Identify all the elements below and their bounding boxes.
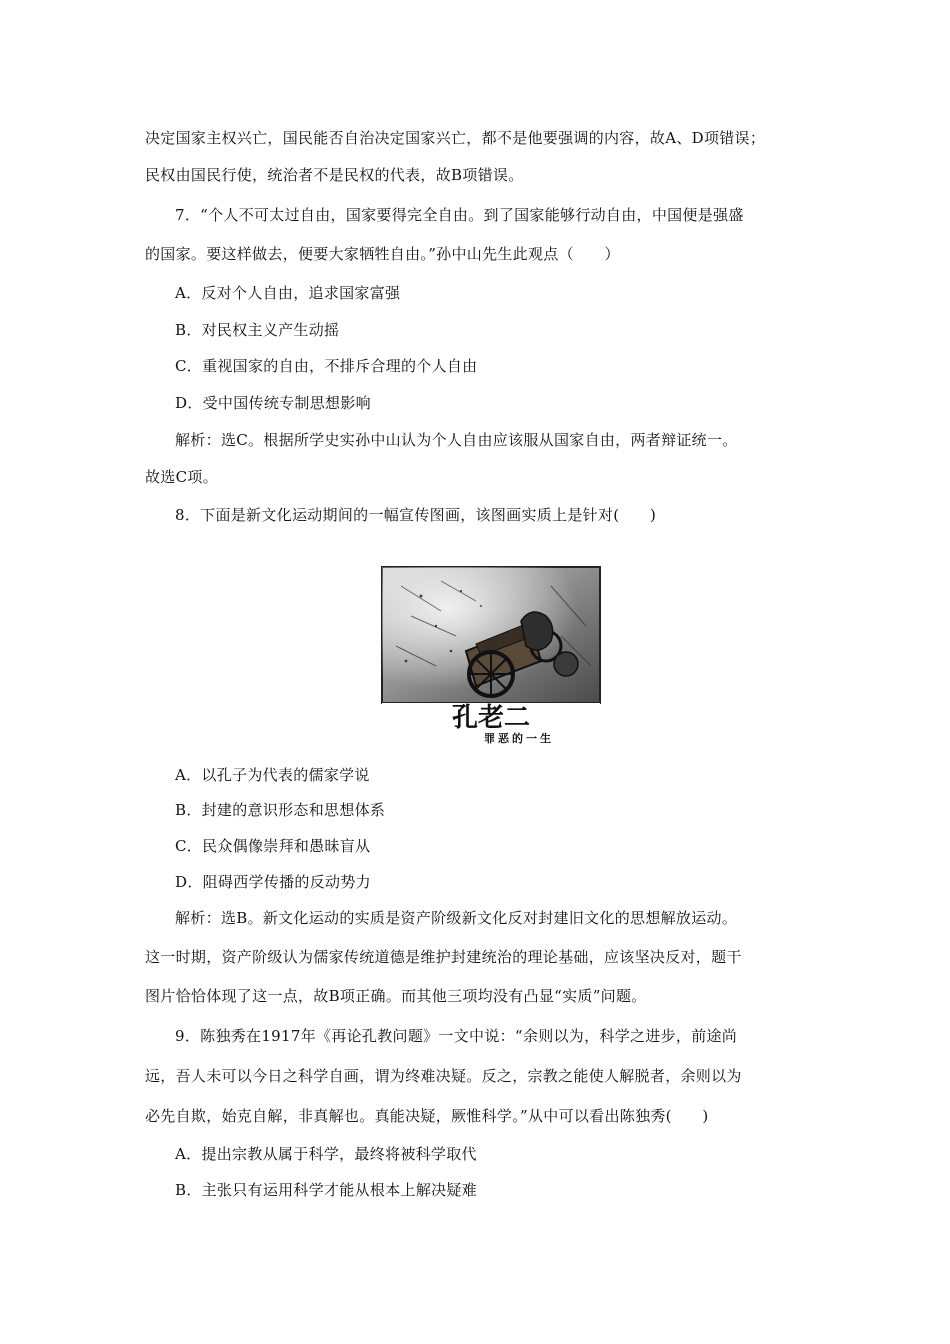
question-9-line: 9．陈独秀在1917年《再论孔教问题》一文中说：“余则以为，科学之进步，前途尚 bbox=[175, 1027, 738, 1045]
option-c: C．重视国家的自由，不排斥合理的个人自由 bbox=[175, 357, 478, 375]
option-b: B．封建的意识形态和思想体系 bbox=[175, 801, 386, 819]
option-a: A．提出宗教从属于科学，最终将被科学取代 bbox=[175, 1145, 477, 1163]
analysis-8: 图片恰恰体现了这一点，故B项正确。而其他三项均没有凸显“实质”问题。 bbox=[145, 987, 647, 1005]
option-b: B．主张只有运用科学才能从根本上解决疑难 bbox=[175, 1181, 478, 1199]
option-c: C．民众偶像崇拜和愚昧盲从 bbox=[175, 837, 371, 855]
option-a: A．反对个人自由，追求国家富强 bbox=[175, 284, 401, 302]
illustration-drawing bbox=[381, 566, 601, 746]
analysis-8: 这一时期，资产阶级认为儒家传统道德是维护封建统治的理论基础，应该坚决反对，题干 bbox=[145, 948, 742, 966]
question-8-line: 8．下面是新文化运动期间的一幅宣传图画，该图画实质上是针对( ) bbox=[175, 506, 657, 524]
question-9-line: 必先自欺，始克自解，非真解也。真能决疑，厥惟科学。”从中可以看出陈独秀( ) bbox=[145, 1107, 709, 1125]
analysis-7: 解析：选C。根据所学史实孙中山认为个人自由应该服从国家自由，两者辩证统一。 bbox=[175, 431, 738, 449]
option-b: B．对民权主义产生动摇 bbox=[175, 321, 340, 339]
text-line: 民权由国民行使，统治者不是民权的代表，故B项错误。 bbox=[145, 166, 524, 184]
question-9-line: 远，吾人未可以今日之科学自画，谓为终难决疑。反之，宗教之能使人解脱者，余则以为 bbox=[145, 1067, 742, 1085]
option-a: A．以孔子为代表的儒家学说 bbox=[175, 766, 370, 784]
propaganda-illustration bbox=[381, 566, 601, 746]
illustration-title: 孔老二 bbox=[451, 703, 531, 733]
question-7-line: 的国家。要这样做去，便要大家牺牲自由。”孙中山先生此观点（ ） bbox=[145, 245, 620, 263]
illustration-caption: 罪恶的一生 bbox=[484, 732, 554, 745]
analysis-8: 解析：选B。新文化运动的实质是资产阶级新文化反对封建旧文化的思想解放运动。 bbox=[175, 909, 738, 927]
option-d: D．受中国传统专制思想影响 bbox=[175, 394, 371, 412]
text-line: 决定国家主权兴亡，国民能否自治决定国家兴亡，都不是他要强调的内容，故A、D项错误； bbox=[145, 129, 766, 147]
analysis-7: 故选C项。 bbox=[145, 468, 218, 486]
option-d: D．阻碍西学传播的反动势力 bbox=[175, 873, 371, 891]
question-7-line: 7．“个人不可太过自由，国家要得完全自由。到了国家能够行动自由，中国便是强盛 bbox=[175, 206, 744, 224]
